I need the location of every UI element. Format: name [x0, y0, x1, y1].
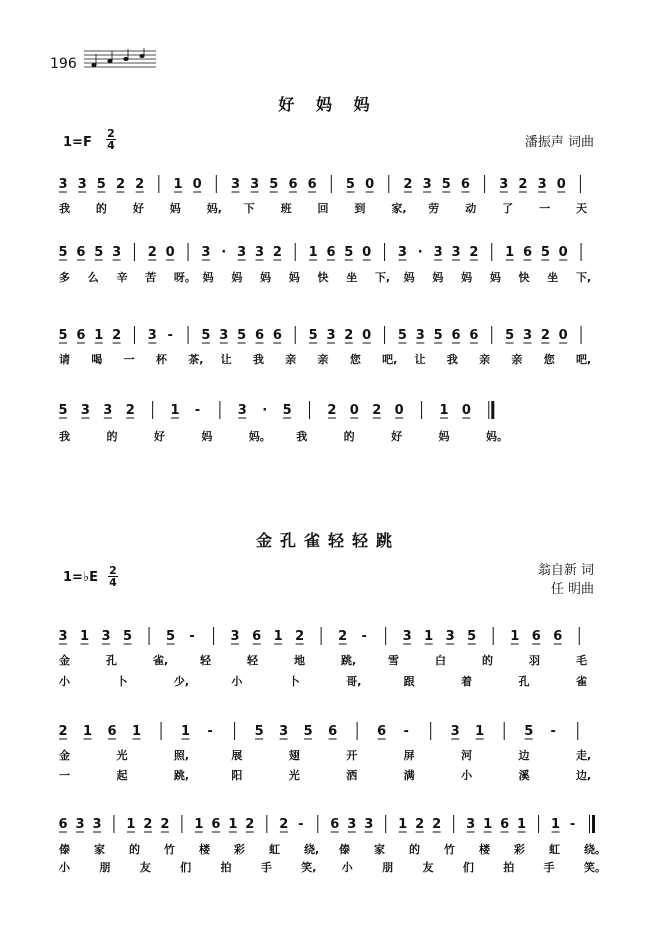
lyric-char: 的	[343, 430, 355, 443]
lyric-char: 亲	[285, 353, 297, 366]
lyric-char: 孔	[106, 654, 117, 667]
note: -	[403, 724, 409, 739]
note: 2	[272, 245, 282, 260]
note: 1	[173, 177, 183, 192]
note: 3	[230, 629, 240, 644]
lyric-char: 跳,	[341, 654, 357, 667]
lyric-char: 河	[461, 749, 473, 762]
note: 1	[194, 817, 204, 832]
note: 5	[303, 724, 313, 739]
note: 6	[451, 328, 461, 343]
lyric-char: 毛	[576, 654, 587, 667]
lyric-char: 坐	[346, 271, 358, 284]
note: 0	[349, 403, 359, 418]
lyric-char: 友	[422, 861, 434, 874]
lyric-char: 满	[403, 769, 415, 782]
note: ·	[417, 245, 423, 260]
lyric-char: 妈	[260, 271, 272, 284]
lyric-char: 妈	[201, 430, 213, 443]
note: 6	[460, 177, 470, 192]
note: 1	[398, 817, 408, 832]
note: 0	[362, 328, 372, 343]
lyric-char: 快	[518, 271, 530, 284]
note: 3	[237, 403, 247, 418]
lyric-char: 溪	[518, 769, 530, 782]
lyric-char: 我	[59, 202, 70, 215]
lyric-char: 我	[59, 430, 70, 443]
lyric-char: 彩	[514, 843, 525, 856]
lyric-char: 羽	[529, 654, 540, 667]
lyric-char: 拍	[220, 861, 232, 874]
lyric-char: 起	[116, 769, 128, 782]
song-credit-composer: 任 明曲	[550, 582, 594, 597]
note: 3	[415, 328, 425, 343]
note: 3	[397, 245, 407, 260]
song-title: 好 妈 妈	[278, 95, 378, 114]
note: 1	[273, 629, 283, 644]
note: 6	[500, 817, 510, 832]
note: 3	[103, 403, 113, 418]
note: 3	[522, 328, 532, 343]
note: 2	[327, 403, 337, 418]
lyric-char: 下,	[576, 271, 592, 284]
note: 2	[415, 817, 425, 832]
note: 0	[556, 177, 566, 192]
note: 2	[540, 328, 550, 343]
lyric-char: 妈。	[486, 430, 508, 443]
note: 1	[126, 817, 136, 832]
lyric-char: 虹	[549, 843, 560, 856]
note: ·	[262, 403, 268, 418]
note: 6	[107, 724, 117, 739]
lyric-char: 茶,	[188, 353, 204, 366]
lyric-char: 白	[435, 654, 446, 667]
lyric-char: 卜	[288, 675, 300, 688]
note: 6	[328, 724, 338, 739]
lyric-char: 跟	[403, 675, 415, 688]
lyric-char: 妈	[461, 271, 473, 284]
note: 2	[432, 817, 442, 832]
note: 0	[365, 177, 375, 192]
note: 5	[58, 328, 68, 343]
lyric-char: 天	[576, 202, 587, 215]
note: 0	[394, 403, 404, 418]
note: 2	[403, 177, 413, 192]
lyric-char: 坐	[547, 271, 559, 284]
lyric-char: 呀。	[173, 271, 196, 284]
lyric-char: 笑,	[301, 861, 317, 874]
lyric-char: 哥,	[346, 675, 362, 688]
lyric-char: 楼	[479, 843, 490, 856]
time-signature-bottom: 4	[107, 139, 115, 152]
lyric-char: 喝	[91, 353, 103, 366]
lyric-char: 妈	[403, 271, 415, 284]
lyric-char: 友	[139, 861, 151, 874]
note: 2	[344, 328, 354, 343]
note: 5	[308, 328, 318, 343]
note: 3	[347, 817, 357, 832]
note: 5	[441, 177, 451, 192]
lyric-char: 朋	[382, 861, 394, 874]
lyric-char: 我	[446, 353, 458, 366]
note: 6	[531, 629, 541, 644]
lyric-char: 我	[252, 353, 264, 366]
lyric-char: 班	[280, 202, 292, 215]
lyric-char: 的	[482, 654, 493, 667]
note: 5	[467, 629, 477, 644]
lyric-char: 绕。	[584, 843, 606, 856]
note: -	[361, 629, 367, 644]
lyric-char: 小	[59, 861, 70, 874]
note: 2	[135, 177, 145, 192]
note: 2	[143, 817, 153, 832]
note: 3	[279, 724, 289, 739]
lyric-char: 边,	[576, 769, 592, 782]
note: 1	[483, 817, 493, 832]
lyric-char: 边	[518, 749, 530, 762]
note: 3	[433, 245, 443, 260]
note: 1	[308, 245, 318, 260]
lyric-char: 手	[543, 861, 555, 874]
note: 3	[112, 245, 122, 260]
lyric-char: 您	[349, 353, 361, 366]
note: 0	[461, 403, 471, 418]
key-signature: 1=♭E	[63, 570, 98, 585]
note: 1	[82, 724, 93, 739]
lyric-char: 们	[180, 861, 192, 874]
note: 5	[540, 245, 550, 260]
lyric-char: 走,	[576, 749, 592, 762]
note: 3	[326, 328, 336, 343]
lyric-char: 妈	[169, 202, 181, 215]
lyric-char: 下	[243, 202, 255, 215]
note: 3	[77, 177, 87, 192]
note: 0	[558, 245, 568, 260]
lyric-char: 屏	[403, 749, 415, 762]
note: 3	[58, 629, 68, 644]
note: 5	[94, 245, 104, 260]
note: 2	[147, 245, 157, 260]
note: 5	[96, 177, 106, 192]
note: 3	[451, 245, 461, 260]
note: 6	[553, 629, 563, 644]
note: 5	[397, 328, 407, 343]
lyric-char: 一	[123, 353, 135, 366]
lyric-char: 的	[409, 843, 420, 856]
note: 5	[237, 328, 247, 343]
lyric-char: 么	[87, 271, 99, 284]
song-title: 金孔雀轻轻跳	[255, 531, 400, 550]
lyric-char: 快	[317, 271, 329, 284]
note: 1	[181, 724, 191, 739]
lyric-char: 妈	[202, 271, 214, 284]
note: -	[207, 724, 213, 739]
lyric-char: 金	[59, 654, 70, 667]
lyric-char: 竹	[444, 843, 455, 856]
note: 6	[272, 328, 282, 343]
note: 5	[123, 629, 133, 644]
note: 2	[58, 724, 68, 739]
note: 3	[466, 817, 476, 832]
lyric-char: 雪	[388, 654, 399, 667]
lyric-char: 彩	[234, 843, 245, 856]
lyric-char: 动	[465, 202, 477, 215]
lyric-char: 家,	[391, 202, 407, 215]
note: 3	[147, 328, 157, 343]
note: 0	[362, 245, 372, 260]
note: -	[569, 817, 576, 832]
note: 5	[433, 328, 443, 343]
page-number: 196	[50, 56, 77, 72]
lyric-char: 亲	[479, 353, 491, 366]
lyric-char: 开	[346, 749, 358, 762]
lyric-char: 好	[391, 430, 403, 443]
note: -	[550, 724, 556, 739]
lyric-char: 的	[95, 202, 107, 215]
lyric-char: 拍	[503, 861, 515, 874]
note: 3	[101, 629, 111, 644]
note: 3	[445, 629, 455, 644]
note: 6	[76, 328, 86, 343]
note: 1	[94, 328, 104, 343]
lyric-char: 雀	[576, 675, 587, 688]
note: 0	[192, 177, 202, 192]
lyric-char: 孔	[518, 675, 530, 688]
note: 5	[58, 245, 68, 260]
lyric-char: 妈	[231, 271, 243, 284]
note: 6	[288, 177, 298, 192]
note: 6	[522, 245, 532, 260]
lyric-char: 少,	[173, 675, 190, 688]
note: 6	[252, 629, 262, 644]
note: 3	[364, 817, 374, 832]
lyric-char: 楼	[199, 843, 210, 856]
note: -	[194, 403, 201, 418]
lyric-char: 杯	[155, 353, 167, 366]
note: 1	[475, 724, 485, 739]
lyric-char: 请	[59, 353, 70, 366]
lyric-char: 虹	[269, 843, 280, 856]
note: 2	[160, 817, 170, 832]
note: 5	[345, 177, 355, 192]
note: 2	[112, 328, 122, 343]
lyric-char: 轻	[247, 654, 258, 667]
note: 2	[338, 629, 348, 644]
lyric-char: 阳	[231, 769, 243, 782]
note: 6	[76, 245, 86, 260]
note: 1	[510, 629, 520, 644]
note: 2	[469, 245, 479, 260]
note: 2	[372, 403, 382, 418]
note: -	[298, 817, 304, 832]
note: 1	[424, 629, 434, 644]
note: 3	[402, 629, 412, 644]
note: 1	[228, 817, 238, 832]
note: -	[167, 328, 173, 343]
lyric-char: 多	[59, 271, 70, 284]
key-signature: 1=F	[63, 135, 92, 150]
note: 6	[58, 817, 68, 832]
note: 3	[201, 245, 211, 260]
note: 1	[79, 629, 90, 644]
song-credit: 潘振声 词曲	[524, 135, 594, 150]
note: 3	[237, 245, 247, 260]
lyric-char: 了	[502, 202, 514, 215]
lyric-char: 手	[260, 861, 272, 874]
lyric-char: 光	[116, 749, 128, 762]
note: 3	[58, 177, 68, 192]
lyric-char: 让	[414, 353, 426, 366]
lyric-char: 笑。	[584, 861, 606, 874]
note: 1	[170, 403, 180, 418]
lyric-char: 朋	[99, 861, 111, 874]
lyric-char: 苦	[145, 271, 157, 284]
note: 1	[505, 245, 515, 260]
note: 1	[551, 817, 561, 832]
note: 5	[201, 328, 211, 343]
lyric-char: 到	[354, 202, 366, 215]
note: 3	[80, 403, 90, 418]
note: 3	[537, 177, 547, 192]
lyric-char: 洒	[346, 769, 358, 782]
lyric-char: 亲	[317, 353, 329, 366]
lyric-char: 着	[461, 675, 473, 688]
note: 5	[505, 328, 515, 343]
lyric-char: 小	[59, 675, 70, 688]
lyric-char: 亲	[511, 353, 523, 366]
lyric-char: 光	[288, 769, 300, 782]
lyric-char: 妈,	[206, 202, 222, 215]
lyric-char: 妈	[489, 271, 501, 284]
note: 6	[330, 817, 340, 832]
note: 1	[439, 403, 449, 418]
lyric-char: 跳,	[173, 769, 190, 782]
lyric-char: 您	[543, 353, 555, 366]
lyric-char: 绕,	[304, 843, 320, 856]
note: 6	[254, 328, 265, 343]
lyric-char: 们	[462, 861, 474, 874]
note: 2	[245, 817, 255, 832]
lyric-char: 展	[231, 749, 243, 762]
lyric-char: 傣	[339, 843, 350, 856]
lyric-char: 的	[129, 843, 140, 856]
note: 2	[125, 403, 135, 418]
lyric-char: 家	[94, 843, 105, 856]
note: 3	[75, 817, 85, 832]
lyric-char: 雀,	[153, 654, 169, 667]
lyric-char: 劳	[428, 202, 440, 215]
lyric-char: 家	[374, 843, 385, 856]
note: 5	[282, 403, 292, 418]
lyric-char: 吧,	[382, 353, 398, 366]
lyric-char: 吧,	[576, 353, 592, 366]
note: 3	[422, 177, 432, 192]
note: 0	[558, 328, 568, 343]
note: 3	[254, 245, 265, 260]
note: 1	[132, 724, 142, 739]
note: 5	[166, 629, 176, 644]
lyric-char: 辛	[116, 271, 128, 284]
lyric-char: 回	[317, 202, 329, 215]
note: 6	[469, 328, 479, 343]
note: 6	[307, 177, 317, 192]
lyric-char: 好	[153, 430, 165, 443]
lyric-char: 竹	[164, 843, 175, 856]
lyric-char: 轻	[200, 654, 211, 667]
time-signature-top: 2	[109, 564, 117, 577]
lyric-char: 的	[106, 430, 118, 443]
song-credit-lyricist: 翁自新 词	[537, 563, 594, 578]
note: 3	[250, 177, 260, 192]
note: 0	[165, 245, 175, 260]
lyric-char: 下,	[374, 271, 391, 284]
lyric-char: 傣	[59, 843, 70, 856]
note: 5	[524, 724, 534, 739]
note: 5	[344, 245, 354, 260]
lyric-char: 小	[461, 769, 473, 782]
lyric-char: 妈	[288, 271, 300, 284]
lyric-char: 好	[132, 202, 144, 215]
note: 3	[230, 177, 240, 192]
lyric-char: 我	[296, 430, 308, 443]
note: -	[189, 629, 195, 644]
lyric-char: 照,	[173, 749, 190, 762]
lyric-char: 妈	[432, 271, 444, 284]
note: 6	[326, 245, 336, 260]
lyric-char: 妈。	[248, 430, 271, 443]
note: 3	[450, 724, 460, 739]
lyric-char: 卜	[116, 675, 128, 688]
note: 3	[499, 177, 509, 192]
lyric-char: 让	[220, 353, 232, 366]
note: 3	[92, 817, 102, 832]
lyric-char: 翅	[288, 749, 300, 762]
lyric-char: 地	[294, 654, 305, 667]
note: 2	[295, 629, 305, 644]
time-signature-top: 2	[107, 127, 115, 140]
lyric-char: 一	[59, 769, 70, 782]
time-signature-bottom: 4	[109, 576, 117, 589]
note: 6	[377, 724, 387, 739]
lyric-char: 小	[341, 861, 353, 874]
note: ·	[221, 245, 227, 260]
lyric-char: 一	[539, 202, 551, 215]
note: 2	[518, 177, 528, 192]
note: 5	[254, 724, 264, 739]
lyric-char: 金	[59, 749, 70, 762]
note: 3	[219, 328, 229, 343]
note: 5	[58, 403, 68, 418]
lyric-char: 小	[231, 675, 243, 688]
note: 1	[517, 817, 527, 832]
note: 2	[115, 177, 126, 192]
note: 2	[279, 817, 289, 832]
lyric-char: 妈	[438, 430, 450, 443]
note: 5	[269, 177, 279, 192]
note: 6	[211, 817, 221, 832]
